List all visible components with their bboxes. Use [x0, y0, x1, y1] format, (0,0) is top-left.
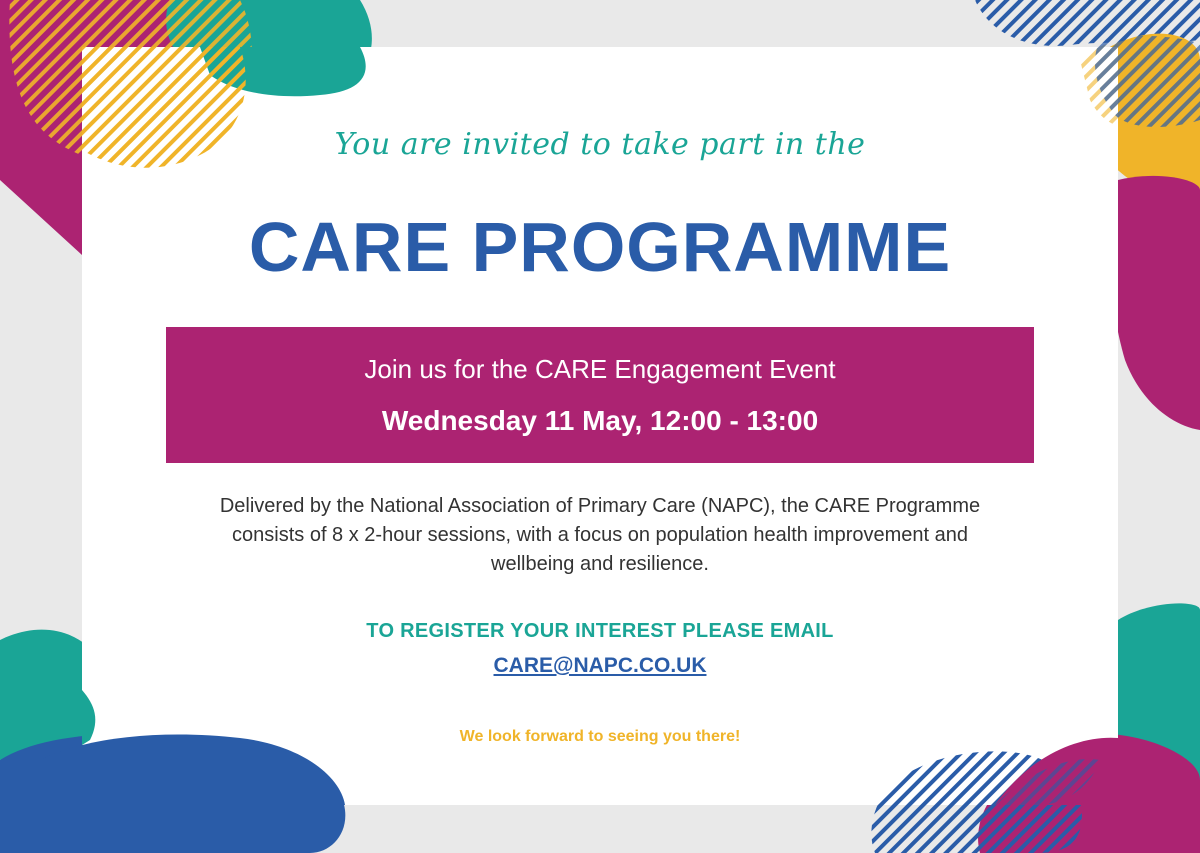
invitation-tagline: You are invited to take part in the	[334, 127, 866, 162]
event-date-time: Wednesday 11 May, 12:00 - 13:00	[381, 405, 819, 436]
event-banner	[166, 327, 1034, 463]
programme-title: CARE PROGRAMME	[248, 208, 952, 286]
invitation-content	[82, 47, 1118, 805]
contact-email	[82, 654, 1118, 678]
register-instruction: TO REGISTER YOUR INTEREST PLEASE EMAIL	[366, 620, 834, 642]
email-link[interactable]: CARE@NAPC.CO.UK	[493, 654, 707, 677]
event-name: Join us for the CARE Engagement Event	[364, 354, 836, 384]
closing-message: We look forward to seeing you there!	[459, 728, 741, 745]
programme-description: Delivered by the National Association of Primary Care (NAPC), the CARE Programme consists of 8 x 2-hour sessions, with a focus on population health improvement and wellbeing and resilience.	[219, 495, 981, 575]
blob-magenta-right	[1108, 176, 1200, 430]
